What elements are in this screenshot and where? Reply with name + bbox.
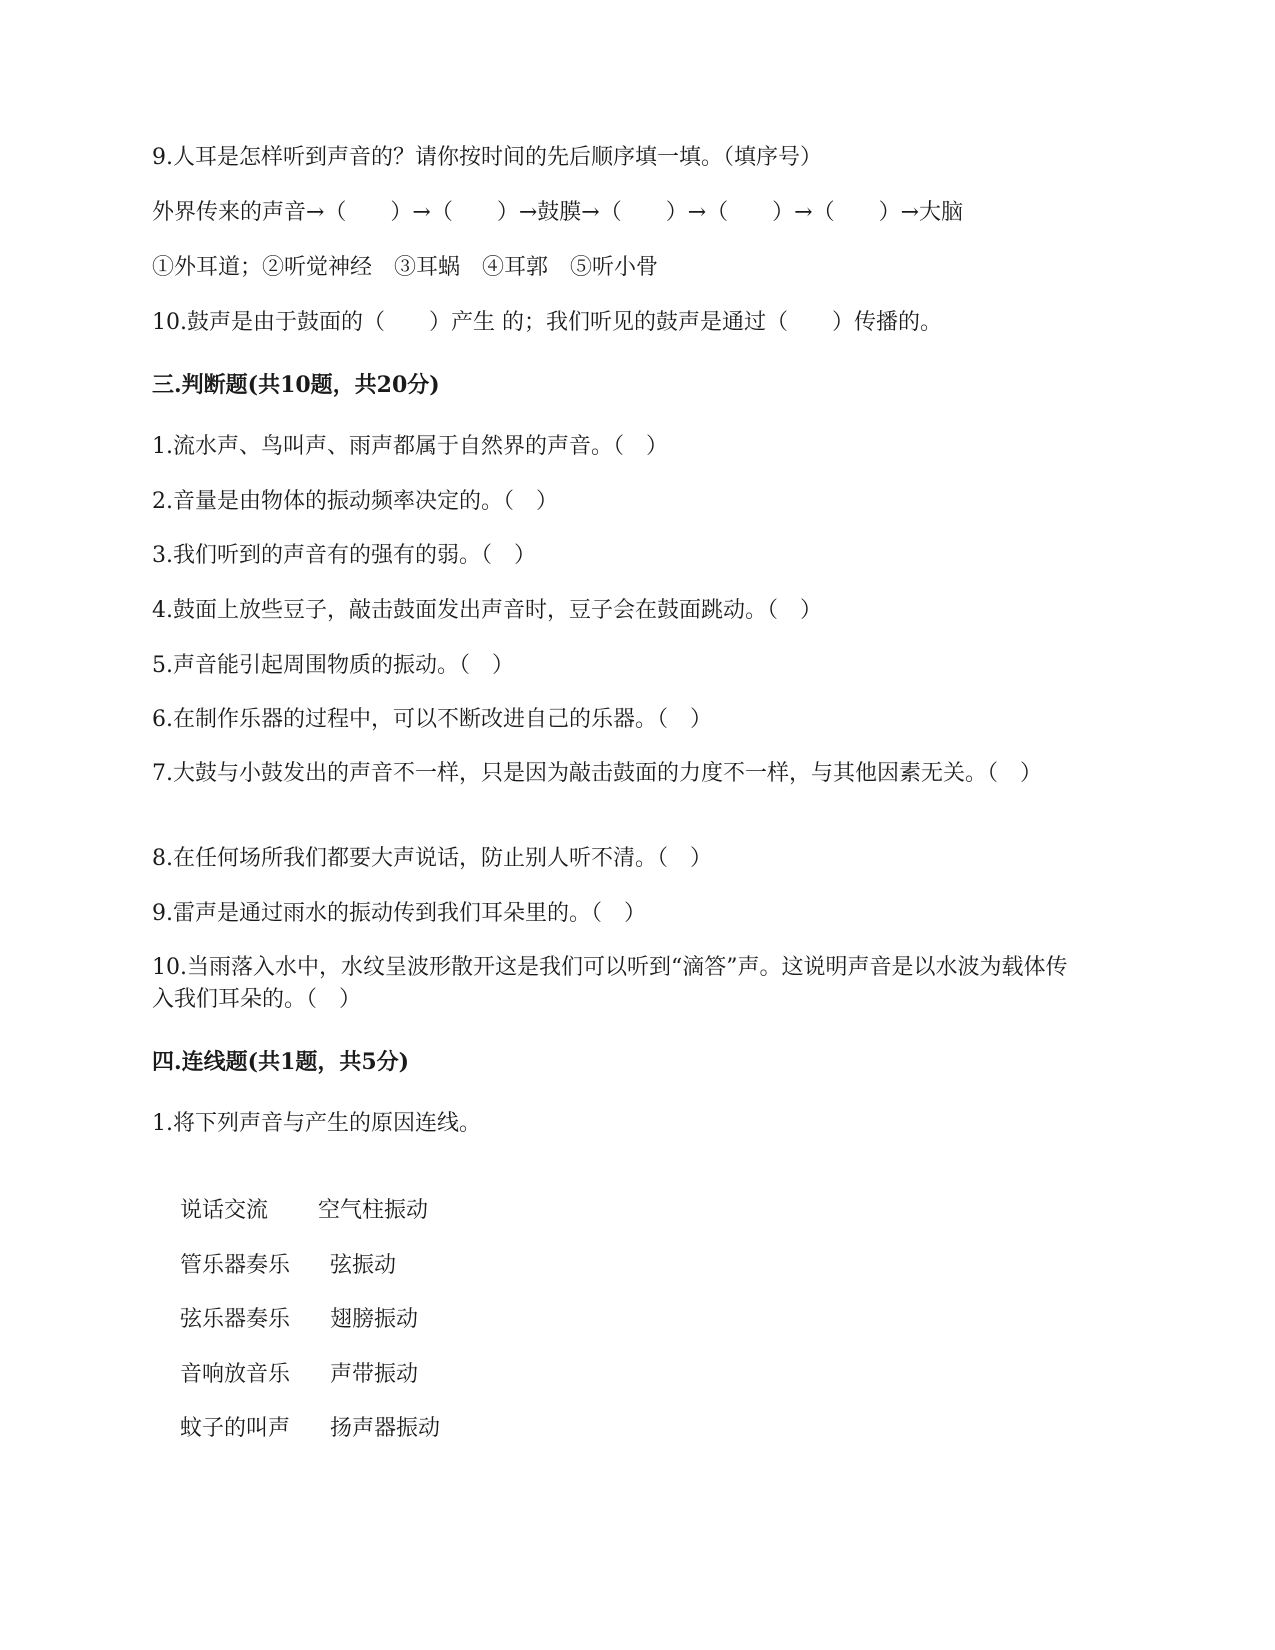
judgement-item-6: 6.在制作乐器的过程中，可以不断改进自己的乐器。（ ） [152,707,712,732]
matching-right-item: 扬声器振动 [329,1416,440,1441]
matching-right-item: 弦振动 [329,1253,396,1278]
question-9-options: ①外耳道；②听觉神经 ③耳蜗 ④耳郭 ⑤听小骨 [152,255,659,280]
question-9-prompt: 9.人耳是怎样听到声音的？请你按时间的先后顺序填一填。（填序号） [152,145,822,170]
matching-left-item: 管乐器奏乐 [179,1253,290,1278]
section-4-heading: 四.连线题(共1题，共5分) [152,1049,410,1075]
judgement-item-8: 8.在任何场所我们都要大声说话，防止别人听不清。（ ） [152,846,712,871]
judgement-item-9: 9.雷声是通过雨水的振动传到我们耳朵里的。（ ） [152,901,646,926]
matching-left-item: 音响放音乐 [179,1362,290,1387]
matching-left-item: 说话交流 [179,1198,268,1223]
question-9-sequence: 外界传来的声音→（ ）→（ ）→鼓膜→（ ）→（ ）→（ ）→大脑 [152,200,964,225]
judgement-item-5: 5.声音能引起周围物质的振动。（ ） [152,653,514,678]
judgement-item-2: 2.音量是由物体的振动频率决定的。（ ） [152,489,558,514]
judgement-item-1: 1.流水声、鸟叫声、雨声都属于自然界的声音。（ ） [152,434,668,459]
matching-row-5 [152,1381,1132,1477]
matching-right-item: 翅膀振动 [329,1307,418,1332]
matching-right-item: 空气柱振动 [317,1198,428,1223]
question-10: 10.鼓声是由于鼓面的（ ）产生 的；我们听见的鼓声是通过（ ）传播的。 [152,310,942,335]
section-3-heading: 三.判断题(共10题，共20分) [152,372,440,398]
matching-left-item: 蚊子的叫声 [179,1416,290,1441]
matching-left-item: 弦乐器奏乐 [179,1307,290,1332]
judgement-item-4: 4.鼓面上放些豆子，敲击鼓面发出声音时，豆子会在鼓面跳动。（ ） [152,598,822,623]
judgement-item-7: 7.大鼓与小鼓发出的声音不一样，只是因为敲击鼓面的力度不一样，与其他因素无关。（ ） [152,761,1042,786]
matching-question-1: 1.将下列声音与产生的原因连线。 [152,1111,481,1136]
judgement-item-3: 3.我们听到的声音有的强有的弱。（ ） [152,543,536,568]
matching-right-item: 声带振动 [329,1362,418,1387]
judgement-item-10: 10.当雨落入水中，水纹呈波形散开这是我们可以听到“滴答”声。这说明声音是以水波为载体传入我们耳朵的。（ ） [152,955,1068,1012]
